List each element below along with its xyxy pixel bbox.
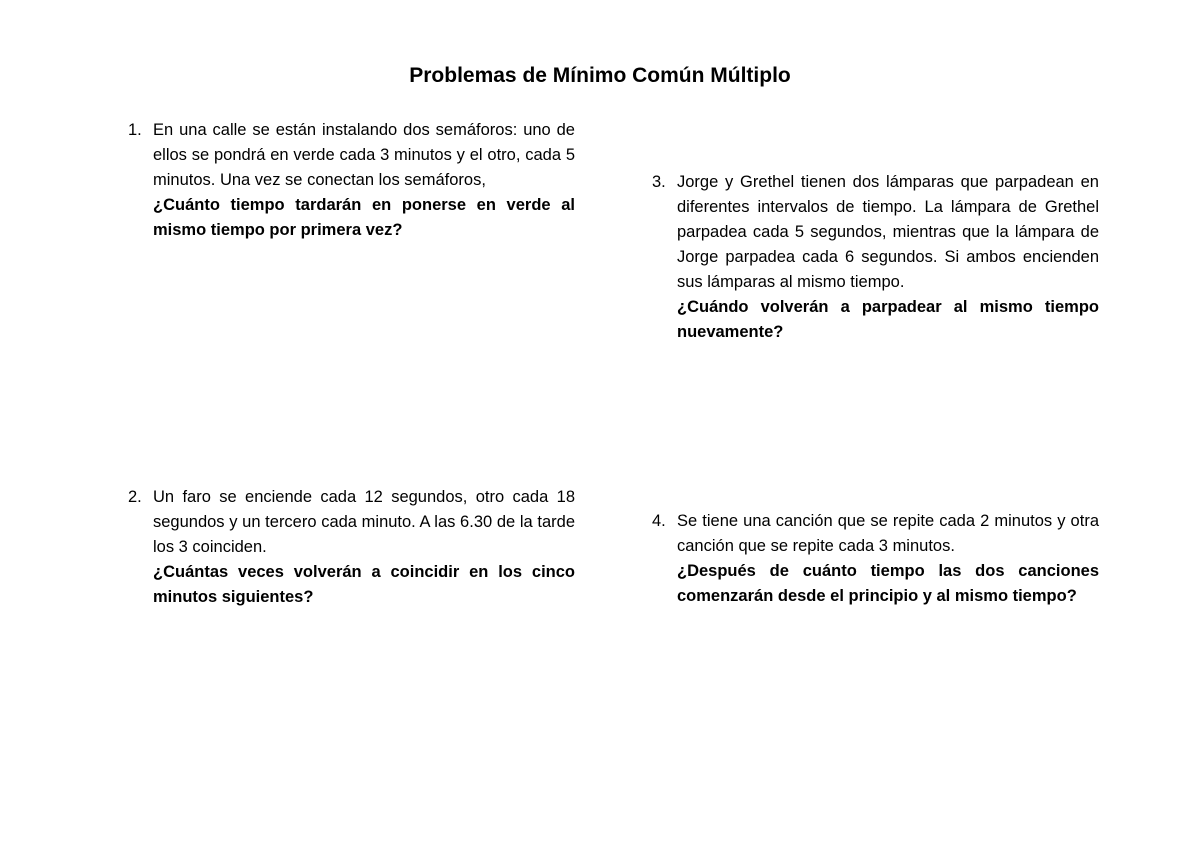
problem-statement: Un faro se enciende cada 12 segundos, otro cada 18 segundos y un tercero cada minuto. A las 6.30 de la tarde los 3 coinciden. xyxy=(153,488,575,556)
problem-2 xyxy=(128,485,575,610)
problem-number: 4. xyxy=(652,512,666,530)
problem-statement: En una calle se están instalando dos semáforos: uno de ellos se pondrá en verde cada 3 minutos y el otro, cada 5 minutos. Una vez se conectan los semáforos, xyxy=(153,121,575,189)
problem-number: 1. xyxy=(128,121,142,139)
problem-number: 2. xyxy=(128,488,142,506)
page-title: Problemas de Mínimo Común Múltiplo xyxy=(409,64,791,87)
problem-question: ¿Cuántas veces volverán a coincidir en los cinco minutos siguientes? xyxy=(153,563,575,606)
problem-4 xyxy=(652,509,1099,609)
problem-1 xyxy=(128,118,575,243)
problem-question: ¿Después de cuánto tiempo las dos canciones comenzarán desde el principio y al mismo tiempo? xyxy=(677,562,1099,605)
problem-question: ¿Cuánto tiempo tardarán en ponerse en verde al mismo tiempo por primera vez? xyxy=(153,196,575,239)
problem-statement: Jorge y Grethel tienen dos lámparas que parpadean en diferentes intervalos de tiempo. La lámpara de Grethel parpadea cada 5 segundos, mientras que la lámpara de Jorge parpadea cada 6 segundos. Si ambos encienden sus lámparas al mismo tiempo. xyxy=(677,173,1099,291)
problem-statement: Se tiene una canción que se repite cada 2 minutos y otra canción que se repite cada 3 minutos. xyxy=(677,512,1099,555)
problem-question: ¿Cuándo volverán a parpadear al mismo tiempo nuevamente? xyxy=(677,298,1099,341)
problem-number: 3. xyxy=(652,173,666,191)
problem-3 xyxy=(652,170,1099,345)
